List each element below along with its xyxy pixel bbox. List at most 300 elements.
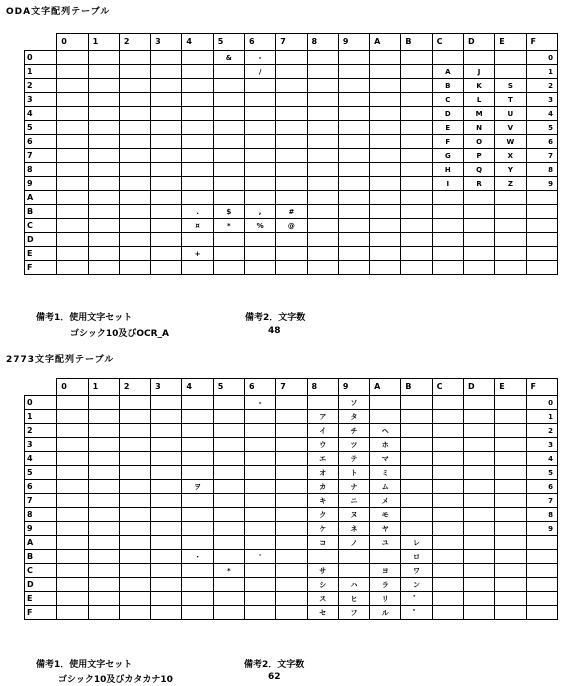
char-cell	[401, 93, 432, 107]
char-cell	[182, 149, 213, 163]
char-cell	[213, 163, 244, 177]
header-row	[25, 379, 558, 396]
char-cell	[463, 219, 494, 233]
char-cell	[276, 261, 307, 275]
char-cell	[463, 592, 494, 606]
char-cell	[213, 93, 244, 107]
char-cell: テ	[338, 452, 369, 466]
char-cell	[88, 51, 119, 65]
char-cell	[370, 51, 401, 65]
column-header: A	[370, 34, 401, 51]
column-header: 0	[57, 34, 88, 51]
char-cell	[119, 233, 150, 247]
char-cell	[213, 177, 244, 191]
char-cell: C	[432, 93, 463, 107]
char-cell	[432, 550, 463, 564]
char-cell	[338, 107, 369, 121]
char-cell	[119, 219, 150, 233]
char-cell	[276, 107, 307, 121]
char-cell	[463, 247, 494, 261]
char-cell	[213, 424, 244, 438]
char-cell: ラ	[370, 578, 401, 592]
char-cell	[88, 191, 119, 205]
char-cell	[213, 592, 244, 606]
char-cell: G	[432, 149, 463, 163]
row-header: 0	[25, 51, 57, 65]
char-cell	[57, 452, 88, 466]
char-cell	[338, 79, 369, 93]
row-header: 3	[25, 93, 57, 107]
char-cell	[119, 550, 150, 564]
char-cell	[307, 396, 338, 410]
table-row	[25, 536, 558, 550]
row-header: 6	[25, 480, 57, 494]
char-cell	[463, 205, 494, 219]
char-cell	[276, 508, 307, 522]
char-cell: リ	[370, 592, 401, 606]
char-cell	[88, 149, 119, 163]
char-cell	[57, 191, 88, 205]
char-cell	[213, 550, 244, 564]
char-cell: 8	[526, 163, 557, 177]
char-cell	[463, 494, 494, 508]
char-cell	[370, 149, 401, 163]
char-cell	[88, 163, 119, 177]
column-header: 3	[151, 34, 182, 51]
char-cell	[401, 410, 432, 424]
char-cell	[307, 261, 338, 275]
char-cell	[338, 205, 369, 219]
char-cell: ゛	[401, 592, 432, 606]
char-cell	[213, 606, 244, 620]
char-cell	[151, 233, 182, 247]
char-cell	[57, 219, 88, 233]
char-cell	[182, 121, 213, 135]
char-cell	[213, 396, 244, 410]
table-1-title: ODA文字配列テーブル	[6, 7, 111, 17]
char-cell	[495, 606, 526, 620]
char-cell	[495, 438, 526, 452]
char-cell: 4	[526, 107, 557, 121]
char-cell	[88, 452, 119, 466]
char-cell	[276, 177, 307, 191]
row-header: 4	[25, 452, 57, 466]
char-cell	[401, 438, 432, 452]
char-cell	[244, 107, 275, 121]
char-cell	[526, 592, 557, 606]
char-cell	[119, 438, 150, 452]
char-cell	[151, 163, 182, 177]
char-cell	[244, 163, 275, 177]
char-cell	[276, 135, 307, 149]
char-cell	[495, 261, 526, 275]
char-cell	[401, 480, 432, 494]
char-cell	[57, 51, 88, 65]
row-header: 2	[25, 424, 57, 438]
table-row	[25, 219, 558, 233]
char-cell: 3	[526, 93, 557, 107]
table-row	[25, 606, 558, 620]
char-cell	[526, 564, 557, 578]
char-cell: ク	[307, 508, 338, 522]
char-cell	[119, 121, 150, 135]
char-cell	[401, 396, 432, 410]
char-cell	[463, 564, 494, 578]
row-header: F	[25, 261, 57, 275]
char-cell	[119, 51, 150, 65]
char-cell	[432, 191, 463, 205]
char-cell	[213, 233, 244, 247]
char-cell	[495, 466, 526, 480]
table-row	[25, 466, 558, 480]
char-cell	[182, 536, 213, 550]
char-cell	[151, 480, 182, 494]
char-cell	[432, 205, 463, 219]
table-2-note-1-value: ゴシック10及びカタカナ10	[58, 675, 173, 685]
char-cell	[432, 247, 463, 261]
char-cell	[119, 205, 150, 219]
char-cell	[495, 578, 526, 592]
char-cell	[119, 163, 150, 177]
char-cell	[119, 578, 150, 592]
char-cell	[182, 51, 213, 65]
char-cell	[182, 424, 213, 438]
char-cell	[57, 205, 88, 219]
char-cell	[370, 396, 401, 410]
table-row	[25, 51, 558, 65]
char-cell	[370, 261, 401, 275]
char-cell: E	[432, 121, 463, 135]
char-cell	[338, 65, 369, 79]
row-header: 8	[25, 508, 57, 522]
char-cell	[495, 205, 526, 219]
char-cell	[370, 135, 401, 149]
char-cell	[495, 550, 526, 564]
char-cell	[182, 261, 213, 275]
char-cell	[244, 93, 275, 107]
char-cell	[57, 410, 88, 424]
char-cell	[182, 233, 213, 247]
char-cell	[119, 93, 150, 107]
char-cell: M	[463, 107, 494, 121]
char-cell	[338, 261, 369, 275]
char-cell	[432, 592, 463, 606]
char-cell	[307, 219, 338, 233]
char-cell	[276, 424, 307, 438]
char-cell	[495, 410, 526, 424]
char-cell	[57, 163, 88, 177]
char-cell	[213, 452, 244, 466]
char-cell	[244, 592, 275, 606]
char-cell: ム	[370, 480, 401, 494]
row-header: 5	[25, 466, 57, 480]
table-row	[25, 452, 558, 466]
char-cell	[119, 452, 150, 466]
column-header: 6	[244, 34, 275, 51]
char-cell	[463, 261, 494, 275]
char-cell	[88, 494, 119, 508]
char-cell	[57, 65, 88, 79]
char-cell	[463, 438, 494, 452]
table-row	[25, 410, 558, 424]
char-cell: ヨ	[370, 564, 401, 578]
char-cell: /	[244, 65, 275, 79]
char-cell	[401, 233, 432, 247]
char-cell	[463, 410, 494, 424]
char-cell	[244, 177, 275, 191]
char-cell	[213, 536, 244, 550]
char-cell: '	[244, 550, 275, 564]
char-cell: .	[182, 205, 213, 219]
char-cell	[370, 163, 401, 177]
char-cell	[57, 536, 88, 550]
char-cell	[401, 424, 432, 438]
char-cell: メ	[370, 494, 401, 508]
char-cell	[276, 51, 307, 65]
char-cell: @	[276, 219, 307, 233]
char-cell	[151, 135, 182, 149]
char-cell	[463, 233, 494, 247]
char-cell	[88, 205, 119, 219]
char-cell	[276, 578, 307, 592]
char-cell	[276, 606, 307, 620]
table-row	[25, 424, 558, 438]
char-cell	[307, 191, 338, 205]
char-cell: ヤ	[370, 522, 401, 536]
char-cell	[276, 536, 307, 550]
char-cell	[401, 219, 432, 233]
char-cell	[182, 191, 213, 205]
char-cell	[57, 261, 88, 275]
char-cell	[432, 452, 463, 466]
char-cell	[88, 93, 119, 107]
char-cell	[244, 522, 275, 536]
char-cell	[432, 410, 463, 424]
char-cell	[57, 606, 88, 620]
char-cell	[495, 480, 526, 494]
table-2-note-2-label: 備考2．文字数	[244, 660, 305, 670]
char-cell	[244, 191, 275, 205]
column-header: E	[495, 379, 526, 396]
char-cell	[151, 606, 182, 620]
char-cell	[182, 508, 213, 522]
corner-cell	[25, 34, 57, 51]
char-cell	[119, 191, 150, 205]
char-cell	[182, 396, 213, 410]
char-cell	[495, 424, 526, 438]
char-cell	[338, 247, 369, 261]
char-cell	[151, 191, 182, 205]
char-cell: ウ	[307, 438, 338, 452]
char-cell	[307, 149, 338, 163]
row-header: B	[25, 205, 57, 219]
char-cell	[307, 135, 338, 149]
char-cell	[307, 205, 338, 219]
char-cell	[401, 177, 432, 191]
char-cell	[213, 480, 244, 494]
char-cell	[88, 410, 119, 424]
char-cell: D	[432, 107, 463, 121]
char-cell: I	[432, 177, 463, 191]
column-header: 1	[88, 379, 119, 396]
column-header: 0	[57, 379, 88, 396]
row-header: B	[25, 550, 57, 564]
char-cell	[151, 219, 182, 233]
table-2-code-grid	[24, 378, 558, 620]
column-header: 4	[182, 34, 213, 51]
column-header: D	[463, 34, 494, 51]
char-cell	[432, 51, 463, 65]
char-cell	[307, 107, 338, 121]
table-2-title: 2773文字配列テーブル	[6, 355, 115, 365]
char-cell	[57, 396, 88, 410]
char-cell	[244, 247, 275, 261]
char-cell	[370, 65, 401, 79]
char-cell	[182, 107, 213, 121]
row-header: C	[25, 564, 57, 578]
char-cell: T	[495, 93, 526, 107]
char-cell: 0	[526, 51, 557, 65]
row-header: 9	[25, 177, 57, 191]
char-cell: ロ	[401, 550, 432, 564]
char-cell	[182, 564, 213, 578]
char-cell	[151, 564, 182, 578]
char-cell	[338, 233, 369, 247]
column-header: 8	[307, 34, 338, 51]
char-cell: ヌ	[338, 508, 369, 522]
char-cell	[307, 93, 338, 107]
char-cell	[370, 79, 401, 93]
char-cell	[495, 65, 526, 79]
char-cell	[401, 191, 432, 205]
char-cell	[526, 536, 557, 550]
char-cell: ・	[182, 550, 213, 564]
row-header: 0	[25, 396, 57, 410]
char-cell: U	[495, 107, 526, 121]
char-cell	[57, 578, 88, 592]
char-cell	[463, 191, 494, 205]
column-header: 7	[276, 379, 307, 396]
char-cell: エ	[307, 452, 338, 466]
char-cell: ノ	[338, 536, 369, 550]
char-cell	[119, 410, 150, 424]
char-cell: サ	[307, 564, 338, 578]
char-cell	[119, 494, 150, 508]
table-2-note-1-label: 備考1．使用文字セット	[36, 660, 133, 670]
char-cell	[276, 149, 307, 163]
char-cell	[463, 466, 494, 480]
char-cell: オ	[307, 466, 338, 480]
char-cell	[57, 424, 88, 438]
char-cell	[182, 578, 213, 592]
char-cell	[151, 508, 182, 522]
char-cell	[119, 536, 150, 550]
char-cell: 9	[526, 522, 557, 536]
table-row	[25, 578, 558, 592]
char-cell	[401, 65, 432, 79]
char-cell: ネ	[338, 522, 369, 536]
table-row	[25, 121, 558, 135]
char-cell	[276, 522, 307, 536]
char-cell	[119, 592, 150, 606]
char-cell	[307, 51, 338, 65]
column-header: D	[463, 379, 494, 396]
row-header: 7	[25, 494, 57, 508]
column-header: 7	[276, 34, 307, 51]
char-cell	[244, 135, 275, 149]
char-cell	[119, 135, 150, 149]
char-cell	[119, 149, 150, 163]
char-cell: モ	[370, 508, 401, 522]
char-cell	[151, 177, 182, 191]
char-cell	[276, 163, 307, 177]
char-cell	[495, 219, 526, 233]
char-cell	[244, 233, 275, 247]
char-cell: ア	[307, 410, 338, 424]
char-cell	[370, 550, 401, 564]
char-cell	[495, 508, 526, 522]
column-header: 4	[182, 379, 213, 396]
table-row	[25, 79, 558, 93]
char-cell: 2	[526, 79, 557, 93]
char-cell: シ	[307, 578, 338, 592]
char-cell: A	[432, 65, 463, 79]
column-header: B	[401, 34, 432, 51]
char-cell	[432, 508, 463, 522]
char-cell	[88, 247, 119, 261]
char-cell	[213, 191, 244, 205]
column-header: 2	[119, 34, 150, 51]
char-cell	[244, 261, 275, 275]
char-cell: F	[432, 135, 463, 149]
char-cell	[276, 480, 307, 494]
char-cell	[244, 438, 275, 452]
char-cell	[182, 592, 213, 606]
table-row	[25, 550, 558, 564]
char-cell: タ	[338, 410, 369, 424]
char-cell	[276, 65, 307, 79]
char-cell: ユ	[370, 536, 401, 550]
row-header: E	[25, 592, 57, 606]
char-cell	[57, 247, 88, 261]
char-cell	[151, 438, 182, 452]
char-cell: ハ	[338, 578, 369, 592]
char-cell	[182, 177, 213, 191]
char-cell	[244, 564, 275, 578]
char-cell	[370, 93, 401, 107]
char-cell: ,	[244, 205, 275, 219]
column-header: A	[370, 379, 401, 396]
char-cell	[401, 135, 432, 149]
char-cell	[370, 247, 401, 261]
char-cell: K	[463, 79, 494, 93]
column-header: F	[526, 379, 557, 396]
char-cell	[526, 247, 557, 261]
char-cell: 1	[526, 410, 557, 424]
char-cell	[307, 550, 338, 564]
char-cell	[370, 410, 401, 424]
char-cell	[276, 564, 307, 578]
char-cell	[213, 578, 244, 592]
column-header: 9	[338, 379, 369, 396]
column-header: C	[432, 34, 463, 51]
char-cell	[88, 65, 119, 79]
char-cell	[244, 508, 275, 522]
char-cell: ヲ	[182, 480, 213, 494]
char-cell	[276, 121, 307, 135]
char-cell	[338, 550, 369, 564]
table-row	[25, 65, 558, 79]
